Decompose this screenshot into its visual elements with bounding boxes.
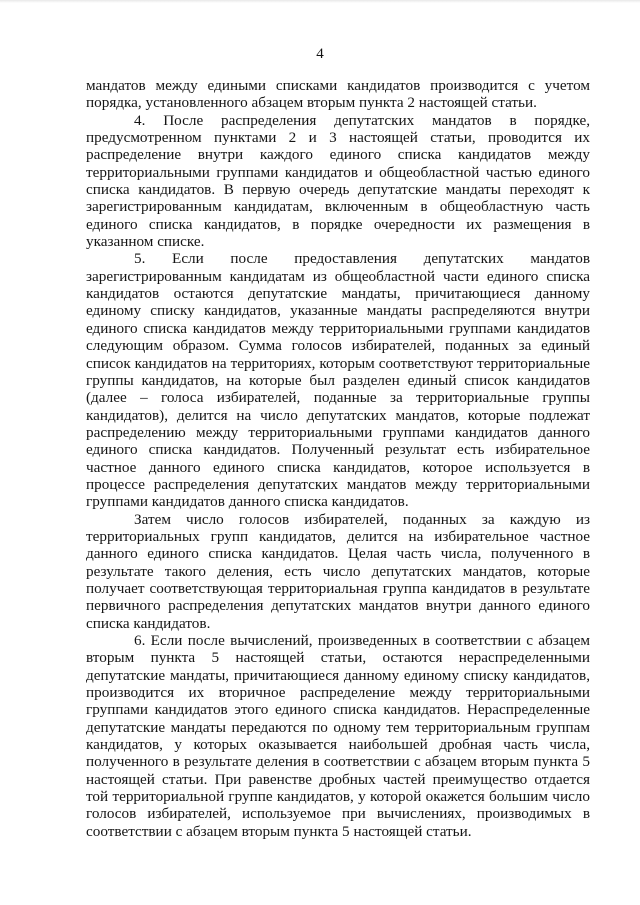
document-body — [86, 77, 590, 840]
scan-edge — [0, 0, 640, 3]
page-number: 4 — [316, 46, 324, 62]
paragraph-item-4: 4. После распределения депутатских мандатов в порядке, предусмотренном пунктами 2 и 3 настоящей статьи, проводится их распределение внутри каждого единого списка кандидатов между территориальными группами кандидатов и общеобластной частью единого списка кандидатов. В первую очередь депутатские мандаты переходят к зарегистрированным кандидатам, включенным в общеобластную часть единого списка кандидатов, в порядке очередности их размещения в указанном списке. — [86, 111, 590, 251]
paragraph-item-5-second: Затем число голосов избирателей, поданных за каждую из территориальных групп кандидатов, делится на избирательное частное данного единого списка кандидатов. Целая часть числа, полученного в результате такого деления, есть число депутатских мандатов, которые получает соответствующая территориальная группа кандидатов в результате первичного распределения депутатских мандатов внутри данного единого списка кандидатов. — [86, 510, 590, 632]
paragraph-continuation: мандатов между едиными списками кандидатов производится с учетом порядка, установленного абзацем вторым пункта 2 настоящей статьи. — [86, 77, 590, 112]
paragraph-item-5: 5. Если после предоставления депутатских мандатов зарегистрированным кандидатам из общеобластной части единого списка кандидатов остаются депутатские мандаты, причитающиеся данному единому списку кандидатов, указанные мандаты распределяются внутри единого списка кандидатов между территориальными группами кандидатов следующим образом. Сумма голосов избирателей, поданных за единый список кандидатов на территориях, которым соответствуют территориальные группы кандидатов, на которые был разделен единый список кандидатов (далее – голоса избирателей, поданные за территориальные группы кандидатов), делится на число депутатских мандатов, которые подлежат распределению между территориальными группами кандидатов данного единого списка кандидатов. Полученный результат есть избирательное частное данного единого списка кандидатов, которое используется в процессе распределения депутатских мандатов между территориальными группами кандидатов данного списка кандидатов. — [86, 250, 590, 511]
paragraph-item-6: 6. Если после вычислений, произведенных в соответствии с абзацем вторым пункта 5 настоящей статьи, остаются нераспределенными депутатские мандаты, причитающиеся данному единому списку кандидатов, производится их вторичное распределение между территориальными группами кандидатов этого единого списка кандидатов. Нераспределенные депутатские мандаты передаются по одному тем территориальным группам кандидатов, у которых оказывается наибольшей дробная часть числа, полученного в результате деления в соответствии с абзацем вторым пункта 5 настоящей статьи. При равенстве дробных частей преимущество отдается той территориальной группе кандидатов, у которой окажется большим число голосов избирателей, используемое при вычислениях, производимых в соответствии с абзацем вторым пункта 5 настоящей статьи. — [86, 632, 590, 840]
